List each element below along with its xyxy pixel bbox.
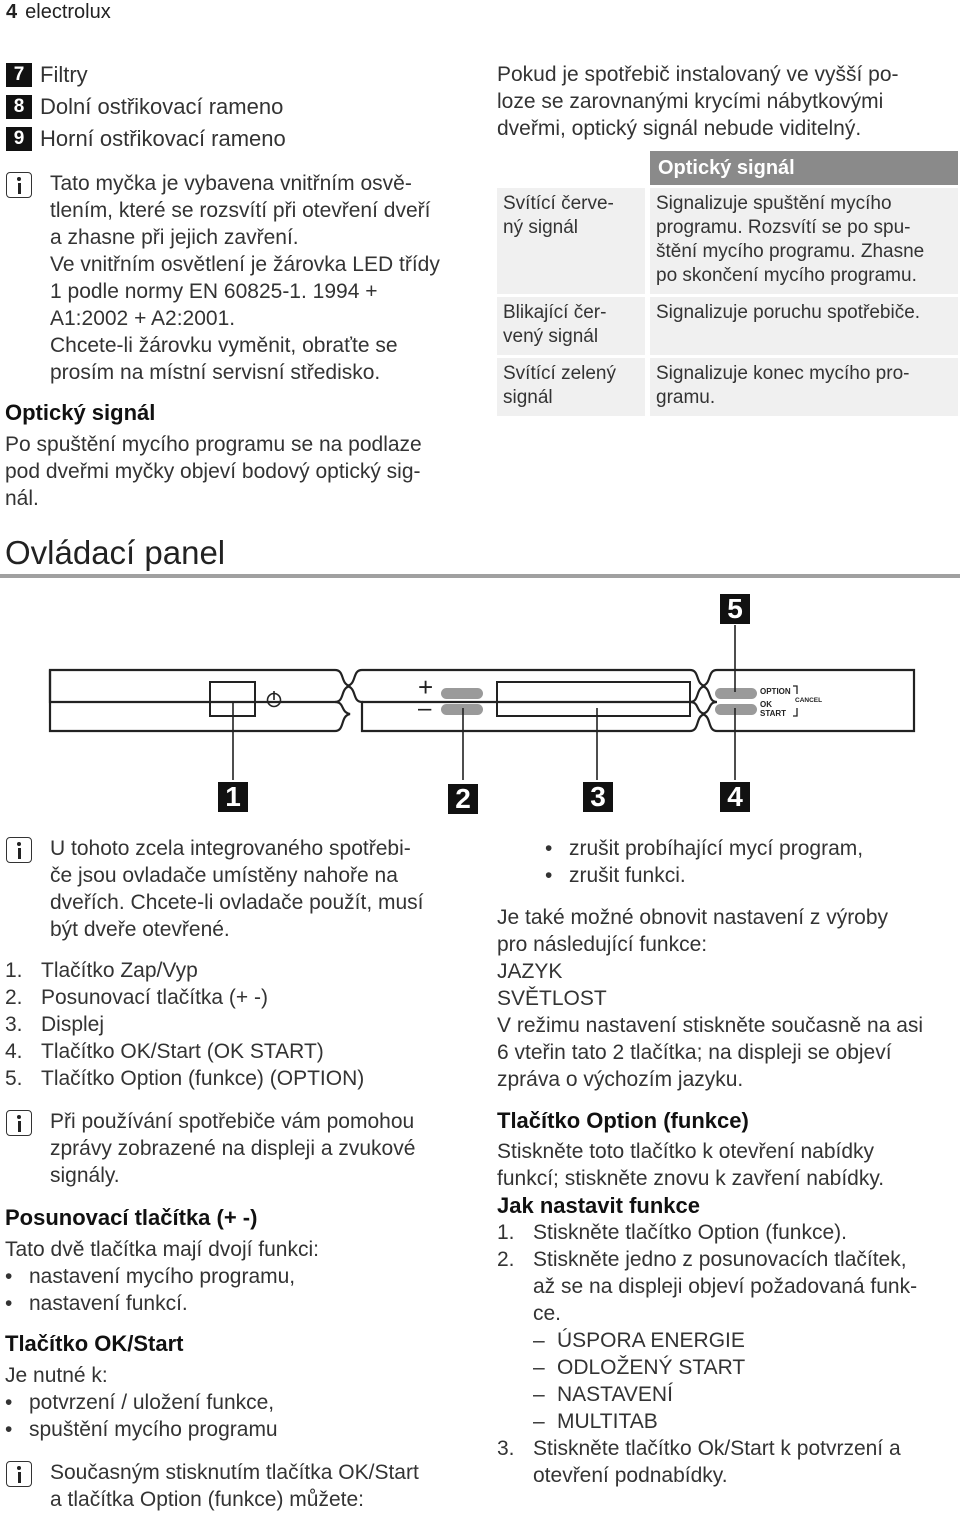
list-item: – NASTAVENÍ — [533, 1381, 960, 1408]
table-header-empty — [497, 151, 645, 185]
text-line: zprávy zobrazené na displeji a zvukové — [50, 1137, 416, 1160]
text-line: tlením, které se rozsvítí při otevření dveří — [50, 199, 431, 222]
text-line: pod dveřmi myčky objeví bodový optický sig- — [5, 460, 421, 483]
list-item: 3. Stiskněte tlačítko Ok/Start k potvrzení a otevření podnabídky. — [497, 1437, 901, 1487]
list-item: 5. Tlačítko Option (funkce) (OPTION) — [5, 1067, 365, 1090]
optical-signal-heading: Optický signál — [5, 400, 156, 425]
signal-cell: Blikající čer- vený signál — [497, 297, 645, 355]
panel-mid-front — [347, 670, 705, 731]
list-item: • spuštění mycího programu — [5, 1416, 278, 1443]
text-line: Současným stisknutím tlačítka OK/Start — [50, 1461, 419, 1484]
ok-start-intro: Je nutné k: — [5, 1364, 108, 1387]
panel-mid-segment — [362, 670, 705, 702]
text-line: prosím na místní servisní středisko. — [50, 361, 381, 384]
legend-label: Dolní ostřikovací rameno — [40, 94, 284, 119]
optical-signal-table — [497, 148, 958, 419]
text-line: signály. — [50, 1164, 120, 1187]
legend-number: 7 — [6, 63, 32, 87]
start-label: START — [760, 709, 787, 718]
list-item: 2. Posunovací tlačítka (+ -) — [5, 986, 269, 1009]
ok-start-button — [715, 704, 757, 715]
text-line: A1:2002 + A2:2001. — [50, 307, 236, 330]
legend-label: Filtry — [40, 62, 88, 87]
legend-item — [6, 123, 286, 155]
section-divider — [0, 574, 960, 578]
ok-label: OK — [760, 700, 772, 709]
list-item: • zrušit probíhající mycí program, — [545, 835, 863, 862]
signal-cell: Svítící zelený signál — [497, 358, 645, 416]
text-line: Po spuštění mycího programu se na podlaze — [5, 433, 422, 456]
callout-2: 2 — [448, 784, 478, 814]
legend-item — [6, 59, 286, 91]
legend-item — [6, 91, 286, 123]
text-line: nál. — [5, 487, 39, 510]
scroll-buttons-intro: Tato dvě tlačítka mají dvojí funkci: — [5, 1238, 319, 1261]
option-label: OPTION — [760, 687, 791, 696]
legend-number: 8 — [6, 95, 32, 119]
parts-legend — [6, 59, 286, 155]
panel-left-segment — [50, 670, 350, 702]
callout-4: 4 — [720, 782, 750, 812]
legend-number: 9 — [6, 127, 32, 151]
optical-signal-text — [5, 431, 422, 512]
cancel-bracket-top — [793, 686, 797, 694]
info-simultaneous-note — [50, 1459, 419, 1513]
info-icon — [6, 1461, 32, 1487]
info-display-note — [50, 1108, 415, 1189]
scroll-buttons-list — [5, 1263, 295, 1317]
list-item: • zrušit funkci. — [545, 862, 863, 889]
scroll-minus-button — [441, 704, 483, 715]
text-line: a zhasne při jejich zavření. — [50, 226, 299, 249]
text-line: funkcí; stiskněte znovu k zavření nabídky. — [497, 1167, 885, 1190]
functions-list — [533, 1327, 960, 1435]
ok-start-heading: Tlačítko OK/Start — [5, 1331, 184, 1356]
table-row — [497, 358, 958, 416]
list-item: 4. Tlačítko OK/Start (OK START) — [5, 1040, 324, 1063]
list-item: 1. Tlačítko Zap/Vyp — [5, 959, 198, 982]
list-item: 3. Displej — [5, 1013, 105, 1036]
list-item: 1. Stiskněte tlačítko Option (funkce). — [497, 1221, 847, 1244]
display-frame — [497, 682, 690, 716]
text-line: Stiskněte toto tlačítko k otevření nabídky — [497, 1140, 875, 1163]
controls-list — [5, 957, 364, 1092]
panel-left-front — [50, 670, 350, 731]
list-item: 2. Stiskněte jedno z posunovacích tlačítek, až se na displeji objeví požadovaná funk- ce. – ÚSPORA ENERGIE – ODLOŽENÝ START – NASTAVENÍ – MULTITAB — [497, 1246, 960, 1435]
list-item: – MULTITAB — [533, 1408, 960, 1435]
info-icon — [6, 837, 32, 863]
set-functions-heading: Jak nastavit funkce — [497, 1193, 700, 1218]
text-line: SVĚTLOST — [497, 987, 607, 1010]
signal-cell: Svítící červe- ný signál — [497, 188, 645, 294]
set-functions-steps — [497, 1219, 960, 1489]
info-lighting-note — [50, 170, 440, 386]
plus-sign: + — [418, 672, 434, 702]
list-item: • nastavení funkcí. — [5, 1290, 295, 1317]
info-icon — [6, 1110, 32, 1136]
text-line: dveřmi, optický signál nebude viditelný. — [497, 117, 862, 140]
text-line: Tato myčka je vybavena vnitřním osvě- — [50, 172, 412, 195]
text-line: Pokud je spotřebič instalovaný ve vyšší po- — [497, 63, 899, 86]
info-icon — [6, 172, 32, 198]
control-panel-diagram — [0, 590, 960, 820]
text-line: Při používání spotřebiče vám pomohou — [50, 1110, 415, 1133]
option-button-text — [497, 1138, 884, 1192]
section-title: Ovládací panel — [5, 534, 226, 571]
callout-5: 5 — [720, 594, 750, 624]
scroll-buttons-heading: Posunovací tlačítka (+ -) — [5, 1205, 258, 1230]
text-line: Je také možné obnovit nastavení z výroby — [497, 906, 889, 929]
table-header-row — [497, 151, 958, 185]
optical-visibility-note — [497, 61, 899, 142]
info-panel-note — [50, 835, 424, 943]
list-item: – ODLOŽENÝ START — [533, 1354, 960, 1381]
text-line: 1 podle normy EN 60825-1. 1994 + — [50, 280, 378, 303]
option-button-heading: Tlačítko Option (funkce) — [497, 1108, 749, 1133]
list-item: – ÚSPORA ENERGIE — [533, 1327, 960, 1354]
text-line: dveřích. Chcete-li ovladače použít, musí — [50, 891, 424, 914]
text-line: a tlačítka Option (funkce) můžete: — [50, 1488, 364, 1511]
scroll-plus-button — [441, 688, 483, 699]
cancel-bracket-bottom — [793, 708, 797, 716]
text-line: V režimu nastavení stiskněte současně na asi — [497, 1014, 924, 1037]
brand-name: electrolux — [25, 1, 111, 23]
table-header: Optický signál — [650, 151, 958, 185]
text-line: če jsou ovladače umístěny nahoře na — [50, 864, 398, 887]
power-icon — [268, 691, 281, 707]
text-line: 6 vteřin tato 2 tlačítka; na displeji se objeví — [497, 1041, 892, 1064]
meaning-cell: Signalizuje konec mycího pro- gramu. — [650, 358, 958, 416]
table-row — [497, 297, 958, 355]
list-item: • nastavení mycího programu, — [5, 1263, 295, 1290]
table-row — [497, 188, 958, 294]
minus-sign: – — [418, 695, 432, 722]
text-line: U tohoto zcela integrovaného spotřebi- — [50, 837, 411, 860]
callout-3: 3 — [583, 782, 613, 812]
meaning-cell: Signalizuje poruchu spotřebiče. — [650, 297, 958, 355]
ok-start-list — [5, 1389, 278, 1443]
meaning-cell: Signalizuje spuštění mycího programu. Rozsvítí se po spu- štění mycího programu. Zhasne po skončení mycího programu. — [650, 188, 958, 294]
callout-1: 1 — [218, 782, 248, 812]
list-item: • potvrzení / uložení funkce, — [5, 1389, 278, 1416]
text-line: JAZYK — [497, 960, 563, 983]
option-button — [715, 688, 757, 699]
legend-label: Horní ostřikovací rameno — [40, 126, 286, 151]
text-line: být dveře otevřené. — [50, 918, 230, 941]
factory-reset-text — [497, 904, 923, 1093]
cancel-actions-list — [545, 835, 863, 889]
text-line: Ve vnitřním osvětlení je žárovka LED třídy — [50, 253, 440, 276]
text-line: Chcete-li žárovku vyměnit, obraťte se — [50, 334, 398, 357]
text-line: pro následující funkce: — [497, 933, 708, 956]
page-header — [6, 1, 111, 23]
text-line: loze se zarovnanými krycími nábytkovými — [497, 90, 884, 113]
page-number: 4 — [6, 1, 18, 23]
text-line: zpráva o výchozím jazyku. — [497, 1068, 744, 1091]
cancel-label: CANCEL — [795, 697, 823, 704]
